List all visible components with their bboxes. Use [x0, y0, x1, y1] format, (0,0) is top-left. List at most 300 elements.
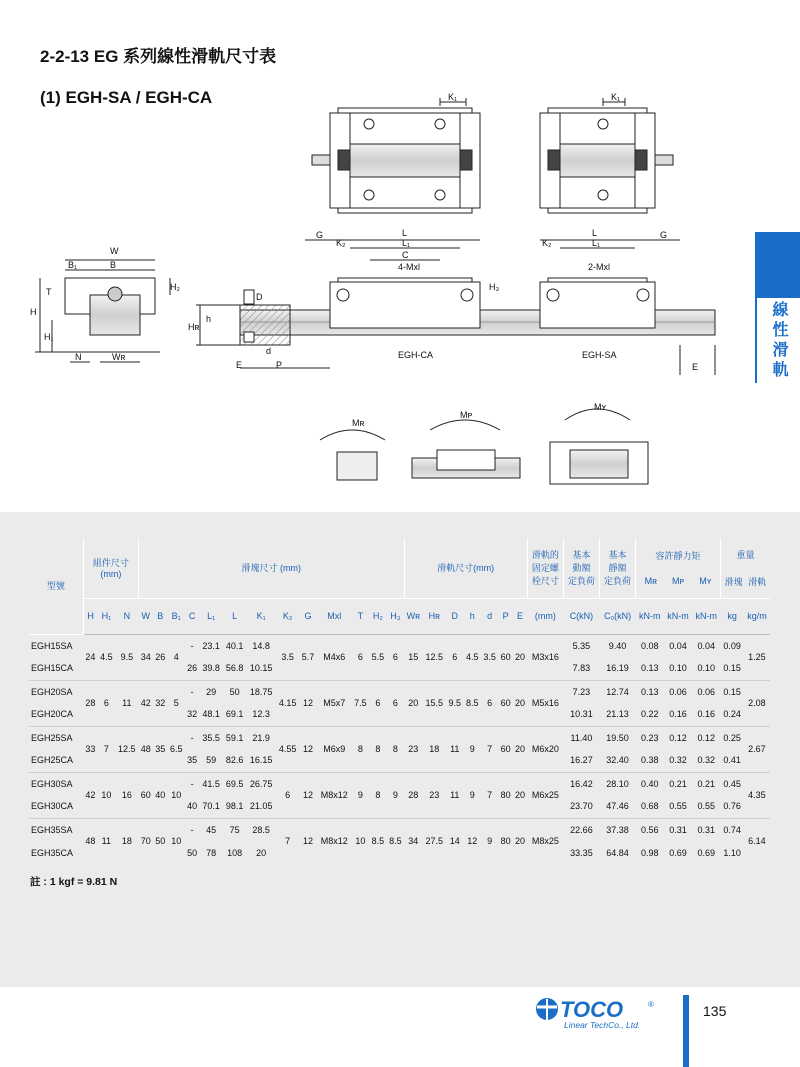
table-cell: 8.5 [463, 680, 480, 726]
table-cell: 0.13 [640, 663, 659, 674]
th-col-17: Hʀ [423, 598, 446, 634]
page-number: 135 [703, 1003, 727, 1019]
table-cell: 50 [187, 847, 198, 858]
th-my: Mʏ [699, 576, 712, 587]
th-col-21: P [498, 598, 512, 634]
table-cell: 21.05 [249, 801, 273, 812]
table-cell: 8 [352, 726, 369, 772]
table-cell: 80 [498, 772, 512, 818]
table-cell: 0.32 [697, 755, 716, 766]
subtitle: (1) EGH-SA / EGH-CA [40, 88, 213, 107]
toco-logo [530, 995, 670, 1040]
th-col-24: C(kN) [563, 598, 599, 634]
table-cell: 9.40 [600, 634, 636, 657]
table-cell: 0.45 [720, 772, 743, 795]
table-cell: 26.75 [246, 772, 276, 795]
table-cell: 0.74 [720, 818, 743, 841]
label-e-right: E [692, 362, 699, 372]
table-cell: 75 [223, 818, 246, 841]
table-cell: 0.10 [697, 663, 716, 674]
label-l1-ca: L₁ [402, 238, 411, 248]
th-col-13: T [352, 598, 369, 634]
table-cell: 9.5 [115, 634, 138, 680]
table-cell: 59.1 [223, 726, 246, 749]
table-cell: 42 [139, 680, 153, 726]
table-cell: 12.74 [600, 680, 636, 703]
th-col-23: (mm) [527, 598, 563, 634]
table-cell: 6.5 [167, 726, 184, 772]
label-l-sa: L [592, 228, 598, 238]
label-d-cap: D [256, 292, 263, 302]
table-cell: 11 [98, 818, 115, 864]
logo-brand: TOCO [560, 997, 624, 1022]
table-cell: 8 [387, 726, 404, 772]
table-cell: 60 [498, 726, 512, 772]
table-cell: M5x7 [317, 680, 352, 726]
table-cell: M8x12 [317, 772, 352, 818]
table-cell: 0.12 [664, 726, 692, 749]
th-col-30: kg/m [744, 598, 770, 634]
th-static-load: 基本 靜額 定負荷 [600, 538, 636, 598]
th-col-9: K₁ [246, 598, 276, 634]
table-cell: 7 [481, 726, 498, 772]
th-bolt: 滑軌的 固定螺 栓尺寸 [527, 538, 563, 598]
th-dynamic-load: 基本 動額 定負荷 [563, 538, 599, 598]
label-b: B [110, 260, 117, 270]
table-row [29, 634, 770, 657]
table-cell: M6x20 [527, 726, 563, 772]
table-cell: 0.23 [636, 726, 664, 749]
table-cell: 1.25 [744, 634, 770, 680]
section-title: 2-2-13 EG 系列線性滑軌尺寸表 [40, 47, 277, 66]
table-cell: 59 [206, 755, 217, 766]
table-cell: 2.08 [744, 680, 770, 726]
table-cell: EGH15CA [31, 663, 74, 674]
table-cell: 40 [187, 801, 198, 812]
label-k1-sa: K₁ [611, 92, 621, 102]
table-cell: 0.21 [692, 772, 720, 795]
th-weight-title: 重量 [736, 549, 755, 560]
table-cell: 20 [404, 680, 422, 726]
label-l-ca: L [402, 228, 408, 238]
table-cell: 35 [153, 726, 167, 772]
th-col-7: L₁ [199, 598, 222, 634]
table-cell: 12 [299, 818, 316, 864]
table-cell: 14 [446, 818, 463, 864]
th-col-14: H₂ [369, 598, 386, 634]
table-cell: 12 [299, 680, 316, 726]
th-weight-block: 滑塊 [724, 576, 743, 587]
label-mxl-2: 2-Mxl [588, 262, 610, 272]
table-cell: 45 [199, 818, 222, 841]
table-cell: 29 [199, 680, 222, 703]
table-cell: 0.16 [697, 709, 716, 720]
label-c: C [402, 250, 409, 260]
label-k2-ca: K₂ [336, 238, 346, 248]
label-n: N [75, 352, 82, 362]
table-cell: 8.5 [369, 818, 386, 864]
table-cell: M4x6 [317, 634, 352, 680]
logo-reg: ® [648, 1000, 654, 1009]
table-cell: 22.66 [563, 818, 599, 841]
table-cell: 0.12 [692, 726, 720, 749]
label-h2: H₂ [170, 282, 180, 292]
table-cell: 0.69 [697, 847, 716, 858]
table-cell: 0.56 [636, 818, 664, 841]
table-cell: M5x16 [527, 680, 563, 726]
table-cell: 12 [463, 818, 480, 864]
table-cell: 1.10 [723, 847, 741, 858]
table-cell: 69.5 [223, 772, 246, 795]
th-moment-title: 容許靜力矩 [655, 551, 701, 562]
table-cell: 11.40 [563, 726, 599, 749]
label-k1-ca: K₁ [448, 92, 458, 102]
table-cell: 78 [206, 847, 217, 858]
th-model: 型號 [29, 538, 83, 634]
table-cell: 32.40 [606, 755, 629, 766]
th-col-18: D [446, 598, 463, 634]
table-cell: 7.5 [352, 680, 369, 726]
table-cell: 5.7 [299, 634, 316, 680]
table-cell: 28.5 [246, 818, 276, 841]
table-cell: 6 [481, 680, 498, 726]
th-col-26: kN-m [636, 598, 664, 634]
th-col-8: L [223, 598, 246, 634]
table-cell: 4.5 [98, 634, 115, 680]
label-g-sa: G [660, 230, 668, 240]
table-cell: 18 [115, 818, 138, 864]
table-cell: 70 [139, 818, 153, 864]
table-cell: 21.13 [606, 709, 629, 720]
label-k2-sa: K₂ [542, 238, 552, 248]
th-col-19: h [463, 598, 480, 634]
th-col-4: B [153, 598, 167, 634]
table-cell: 35 [187, 755, 198, 766]
table-cell: 70.1 [202, 801, 220, 812]
table-cell: M6x9 [317, 726, 352, 772]
table-cell: 37.38 [600, 818, 636, 841]
table-cell: 0.31 [664, 818, 692, 841]
table-cell: 10 [352, 818, 369, 864]
label-mr: Mʀ [352, 418, 365, 428]
table-cell: 19.50 [600, 726, 636, 749]
label-egh-ca: EGH-CA [398, 350, 434, 360]
label-h1: H₁ [44, 332, 54, 342]
label-e-left: E [236, 360, 243, 370]
table-cell: 34 [404, 818, 422, 864]
table-cell: 3.5 [481, 634, 498, 680]
table-cell: 23 [423, 772, 446, 818]
table-cell: 0.15 [723, 663, 741, 674]
table-cell: 4.55 [276, 726, 299, 772]
table-cell: 12 [299, 772, 316, 818]
table-cell: 6.14 [744, 818, 770, 864]
table-cell: 82.6 [225, 755, 244, 766]
table-cell: 15 [404, 634, 422, 680]
table-cell: 10 [167, 818, 184, 864]
th-col-5: B₁ [167, 598, 184, 634]
page-marker-bar [683, 995, 689, 1067]
label-mp: Mᴘ [460, 410, 473, 420]
th-col-6: C [185, 598, 199, 634]
table-cell: 24 [83, 634, 97, 680]
label-egh-sa: EGH-SA [582, 350, 617, 360]
th-col-0: H [83, 598, 97, 634]
table-cell: 10 [167, 772, 184, 818]
table-cell: 8.5 [387, 818, 404, 864]
label-d-small: d [266, 346, 272, 356]
table-cell: EGH35SA [29, 818, 83, 841]
table-cell: 33 [83, 726, 97, 772]
label-h-small: h [206, 314, 212, 324]
table-cell: 42 [83, 772, 97, 818]
table-cell: 0.41 [723, 755, 741, 766]
table-cell: 34 [139, 634, 153, 680]
table-cell: 12.5 [115, 726, 138, 772]
table-cell: 0.69 [669, 847, 687, 858]
table-cell: 10.15 [249, 663, 273, 674]
th-col-10: K₂ [276, 598, 299, 634]
top-view-sa [540, 98, 673, 213]
label-p: P [276, 360, 283, 370]
table-cell: 4 [167, 634, 184, 680]
th-moment [636, 538, 721, 598]
side-tab-label: 線性滑軌 [755, 298, 800, 383]
table-cell: - [185, 818, 199, 841]
table-cell: 9 [387, 772, 404, 818]
table-cell: 28 [83, 680, 97, 726]
table-cell: 11 [115, 680, 138, 726]
table-cell: 9 [463, 772, 480, 818]
table-cell: EGH25CA [31, 755, 74, 766]
table-cell: EGH25SA [29, 726, 83, 749]
table-cell: 3.5 [276, 634, 299, 680]
table-cell: 20 [256, 847, 267, 858]
table-cell: 6 [387, 634, 404, 680]
th-col-20: d [481, 598, 498, 634]
side-tab-marker [755, 232, 800, 298]
table-cell: 12 [299, 726, 316, 772]
toco-logo-mark [530, 995, 670, 1035]
table-cell: 60 [498, 680, 512, 726]
table-cell: 60 [498, 634, 512, 680]
table-cell: 40 [153, 772, 167, 818]
table-cell: 26 [187, 663, 198, 674]
th-col-1: H₁ [98, 598, 115, 634]
table-cell: EGH20CA [31, 709, 74, 720]
table-cell: 0.25 [720, 726, 743, 749]
th-col-27: kN-m [664, 598, 692, 634]
table-cell: 0.09 [720, 634, 743, 657]
table-cell: 7.83 [572, 663, 591, 674]
table-cell: 7 [98, 726, 115, 772]
table-cell: 7 [481, 772, 498, 818]
table-cell: 6 [98, 680, 115, 726]
table-cell: 0.68 [640, 801, 659, 812]
table-cell: 12.3 [252, 709, 270, 720]
table-cell: 7.23 [563, 680, 599, 703]
label-w: W [110, 246, 119, 256]
table-cell: 10 [98, 772, 115, 818]
table-cell: 2.67 [744, 726, 770, 772]
table-cell: 9 [463, 726, 480, 772]
table-cell: 20 [513, 772, 527, 818]
table-cell: 16 [115, 772, 138, 818]
table-cell: 12.5 [423, 634, 446, 680]
table-cell: 16.15 [249, 755, 273, 766]
th-mr: Mʀ [644, 576, 657, 587]
table-cell: 21.9 [246, 726, 276, 749]
th-col-29: kg [720, 598, 743, 634]
table-cell: 23.1 [199, 634, 222, 657]
spec-table [29, 538, 770, 864]
table-cell: 40.1 [223, 634, 246, 657]
table-cell: EGH15SA [29, 634, 83, 657]
table-cell: 4.35 [744, 772, 770, 818]
table-cell: 50 [153, 818, 167, 864]
table-cell: 18 [423, 726, 446, 772]
table-cell: 16.19 [606, 663, 629, 674]
table-cell: M8x25 [527, 818, 563, 864]
table-cell: 33.35 [570, 847, 593, 858]
th-assembly: 組件尺寸 (mm) [83, 538, 138, 598]
table-cell: 28.10 [600, 772, 636, 795]
table-cell: 6 [352, 634, 369, 680]
table-row [29, 726, 770, 749]
table-cell: 26 [153, 634, 167, 680]
label-b1: B₁ [68, 260, 78, 270]
table-cell: - [185, 772, 199, 795]
label-my: Mʏ [594, 402, 607, 412]
th-col-3: W [139, 598, 153, 634]
table-cell: 20 [513, 818, 527, 864]
table-cell: 9 [481, 818, 498, 864]
table-cell: 0.04 [692, 634, 720, 657]
spec-table-body [29, 634, 770, 864]
table-cell: 0.32 [669, 755, 687, 766]
column-header-row [29, 598, 770, 634]
label-wr: Wʀ [112, 352, 126, 362]
table-cell: 60 [139, 772, 153, 818]
table-cell: 47.46 [606, 801, 629, 812]
table-cell: 0.24 [723, 709, 741, 720]
table-cell: 69.1 [225, 709, 244, 720]
table-cell: 0.40 [636, 772, 664, 795]
th-col-15: H₃ [387, 598, 404, 634]
table-cell: EGH30CA [31, 801, 74, 812]
table-cell: 0.15 [720, 680, 743, 703]
table-cell: 16.42 [563, 772, 599, 795]
table-cell: 56.8 [225, 663, 244, 674]
table-cell: 41.5 [199, 772, 222, 795]
table-cell: 16.27 [570, 755, 593, 766]
table-cell: 18.75 [246, 680, 276, 703]
table-cell: 0.31 [692, 818, 720, 841]
table-cell: EGH35CA [31, 847, 74, 858]
table-cell: 0.08 [636, 634, 664, 657]
top-view-ca [312, 98, 480, 213]
table-row [29, 680, 770, 703]
end-view [35, 260, 170, 362]
th-col-2: N [115, 598, 138, 634]
table-cell: 15.5 [423, 680, 446, 726]
table-cell: 0.06 [664, 680, 692, 703]
table-cell: 32 [187, 709, 198, 720]
label-hr: Hʀ [188, 322, 200, 332]
label-t: T [46, 287, 52, 297]
table-cell: 0.16 [669, 709, 687, 720]
logo-tagline: Linear TechCo., Ltd. [564, 1020, 641, 1030]
table-cell: 50 [223, 680, 246, 703]
label-h3: H₃ [489, 282, 500, 292]
table-cell: 7 [276, 818, 299, 864]
th-rail: 滑軌尺寸(mm) [404, 538, 527, 598]
table-cell: 98.1 [225, 801, 244, 812]
table-cell: 4.15 [276, 680, 299, 726]
table-cell: 9.5 [446, 680, 463, 726]
table-cell: 0.04 [664, 634, 692, 657]
th-col-22: E [513, 598, 527, 634]
table-cell: 14.8 [246, 634, 276, 657]
table-cell: 5 [167, 680, 184, 726]
table-cell: 6 [446, 634, 463, 680]
table-row [29, 772, 770, 795]
table-cell: 9 [352, 772, 369, 818]
table-cell: 0.55 [669, 801, 687, 812]
table-cell: 4.5 [463, 634, 480, 680]
table-cell: 80 [498, 818, 512, 864]
table-cell: - [185, 634, 199, 657]
table-cell: 0.21 [664, 772, 692, 795]
table-cell: 23.70 [570, 801, 593, 812]
table-cell: 0.22 [640, 709, 659, 720]
th-weight-rail: 滑軌 [748, 576, 767, 587]
table-cell: 23 [404, 726, 422, 772]
moment-icons [320, 409, 648, 484]
table-cell: 6 [369, 680, 386, 726]
table-cell: 64.84 [606, 847, 629, 858]
th-weight [720, 538, 770, 598]
table-cell: 27.5 [423, 818, 446, 864]
table-cell: - [185, 726, 199, 749]
table-cell: 8 [369, 772, 386, 818]
table-row [29, 818, 770, 841]
table-cell: 10.31 [570, 709, 593, 720]
unit-note: 註 : 1 kgf = 9.81 N [30, 876, 118, 888]
table-cell: 0.06 [692, 680, 720, 703]
table-cell: M8x12 [317, 818, 352, 864]
table-cell: 39.8 [202, 663, 220, 674]
table-cell: 5.5 [369, 634, 386, 680]
table-cell: 28 [404, 772, 422, 818]
table-cell: 8 [369, 726, 386, 772]
label-h: H [30, 307, 37, 317]
label-mxl-4: 4-Mxl [398, 262, 420, 272]
th-col-25: C₀(kN) [600, 598, 636, 634]
table-cell: 6 [387, 680, 404, 726]
table-cell: 48 [139, 726, 153, 772]
table-cell: 20 [513, 634, 527, 680]
table-cell: 0.38 [640, 755, 659, 766]
th-col-16: Wʀ [404, 598, 422, 634]
th-mp: Mᴘ [672, 576, 685, 587]
table-cell: 0.98 [640, 847, 659, 858]
table-cell: 20 [513, 726, 527, 772]
label-l1-sa: L₁ [592, 238, 601, 248]
table-cell: EGH20SA [29, 680, 83, 703]
table-cell: 11 [446, 726, 463, 772]
table-cell: 11 [446, 772, 463, 818]
